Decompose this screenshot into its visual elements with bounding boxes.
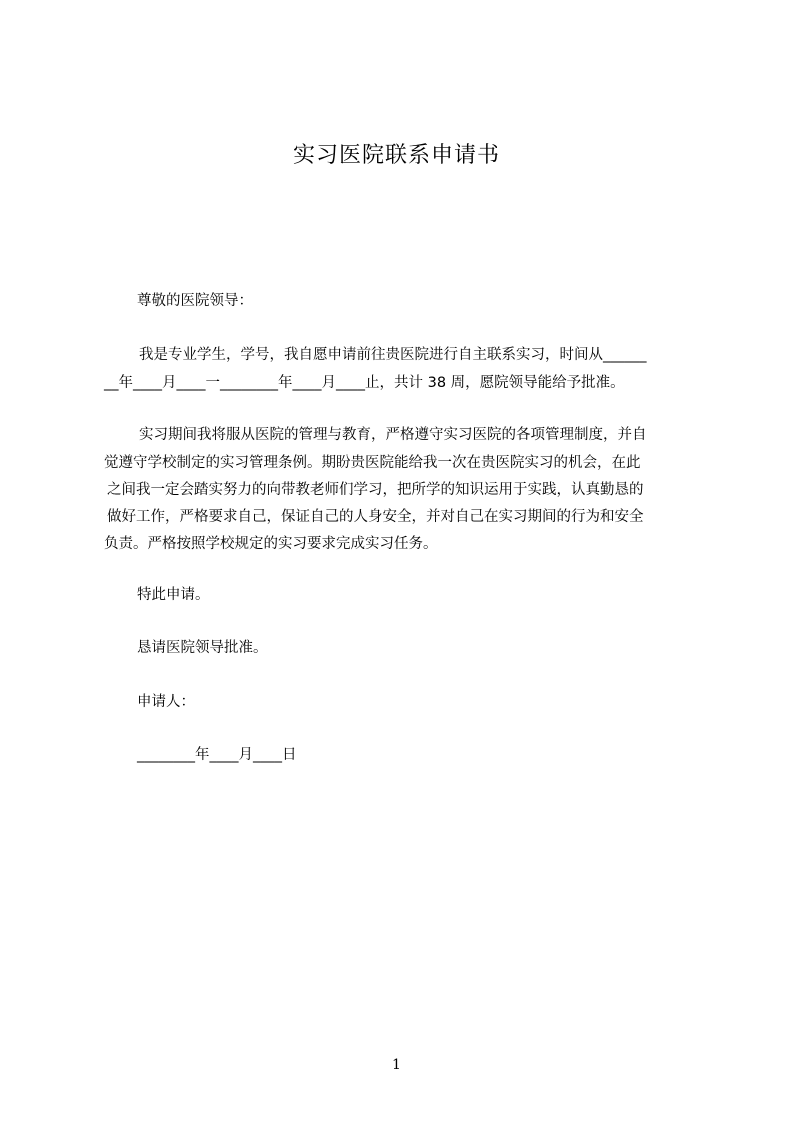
page-number: 1 xyxy=(392,1057,401,1073)
paragraph-1-line-2: __年____月____一________年____月____止，共计 38 周，愿院领导能给予批准。 xyxy=(104,375,625,391)
paragraph-2-line-3: 之间我一定会踏实努力的向带教老师们学习，把所学的知识运用于实践，认真勤恳的 xyxy=(107,482,644,498)
document-title: 实习医院联系申请书 xyxy=(292,143,500,168)
paragraph-2-line-2: 觉遵守学校制定的实习管理条例。期盼贵医院能给我一次在贵医院实习的机会，在此 xyxy=(104,455,641,471)
salutation: 尊敬的医院领导： xyxy=(137,293,253,309)
date-line: ________年____月____日 xyxy=(137,747,297,763)
signer-label: 申请人： xyxy=(137,694,195,710)
paragraph-2-line-5: 负责。严格按照学校规定的实习要求完成实习任务。 xyxy=(104,536,438,552)
paragraph-1-line-1: 我是专业学生，学号，我自愿申请前往贵医院进行自主联系实习，时间从______ xyxy=(139,347,647,363)
paragraph-2-line-1: 实习期间我将服从医院的管理与教育，严格遵守实习医院的各项管理制度，并自 xyxy=(139,427,647,443)
closing-request: 恳请医院领导批准。 xyxy=(137,640,268,656)
paragraph-2-line-4: 做好工作，严格要求自己，保证自己的人身安全，并对自己在实习期间的行为和安全 xyxy=(107,509,644,525)
closing-statement: 特此申请。 xyxy=(137,587,210,603)
